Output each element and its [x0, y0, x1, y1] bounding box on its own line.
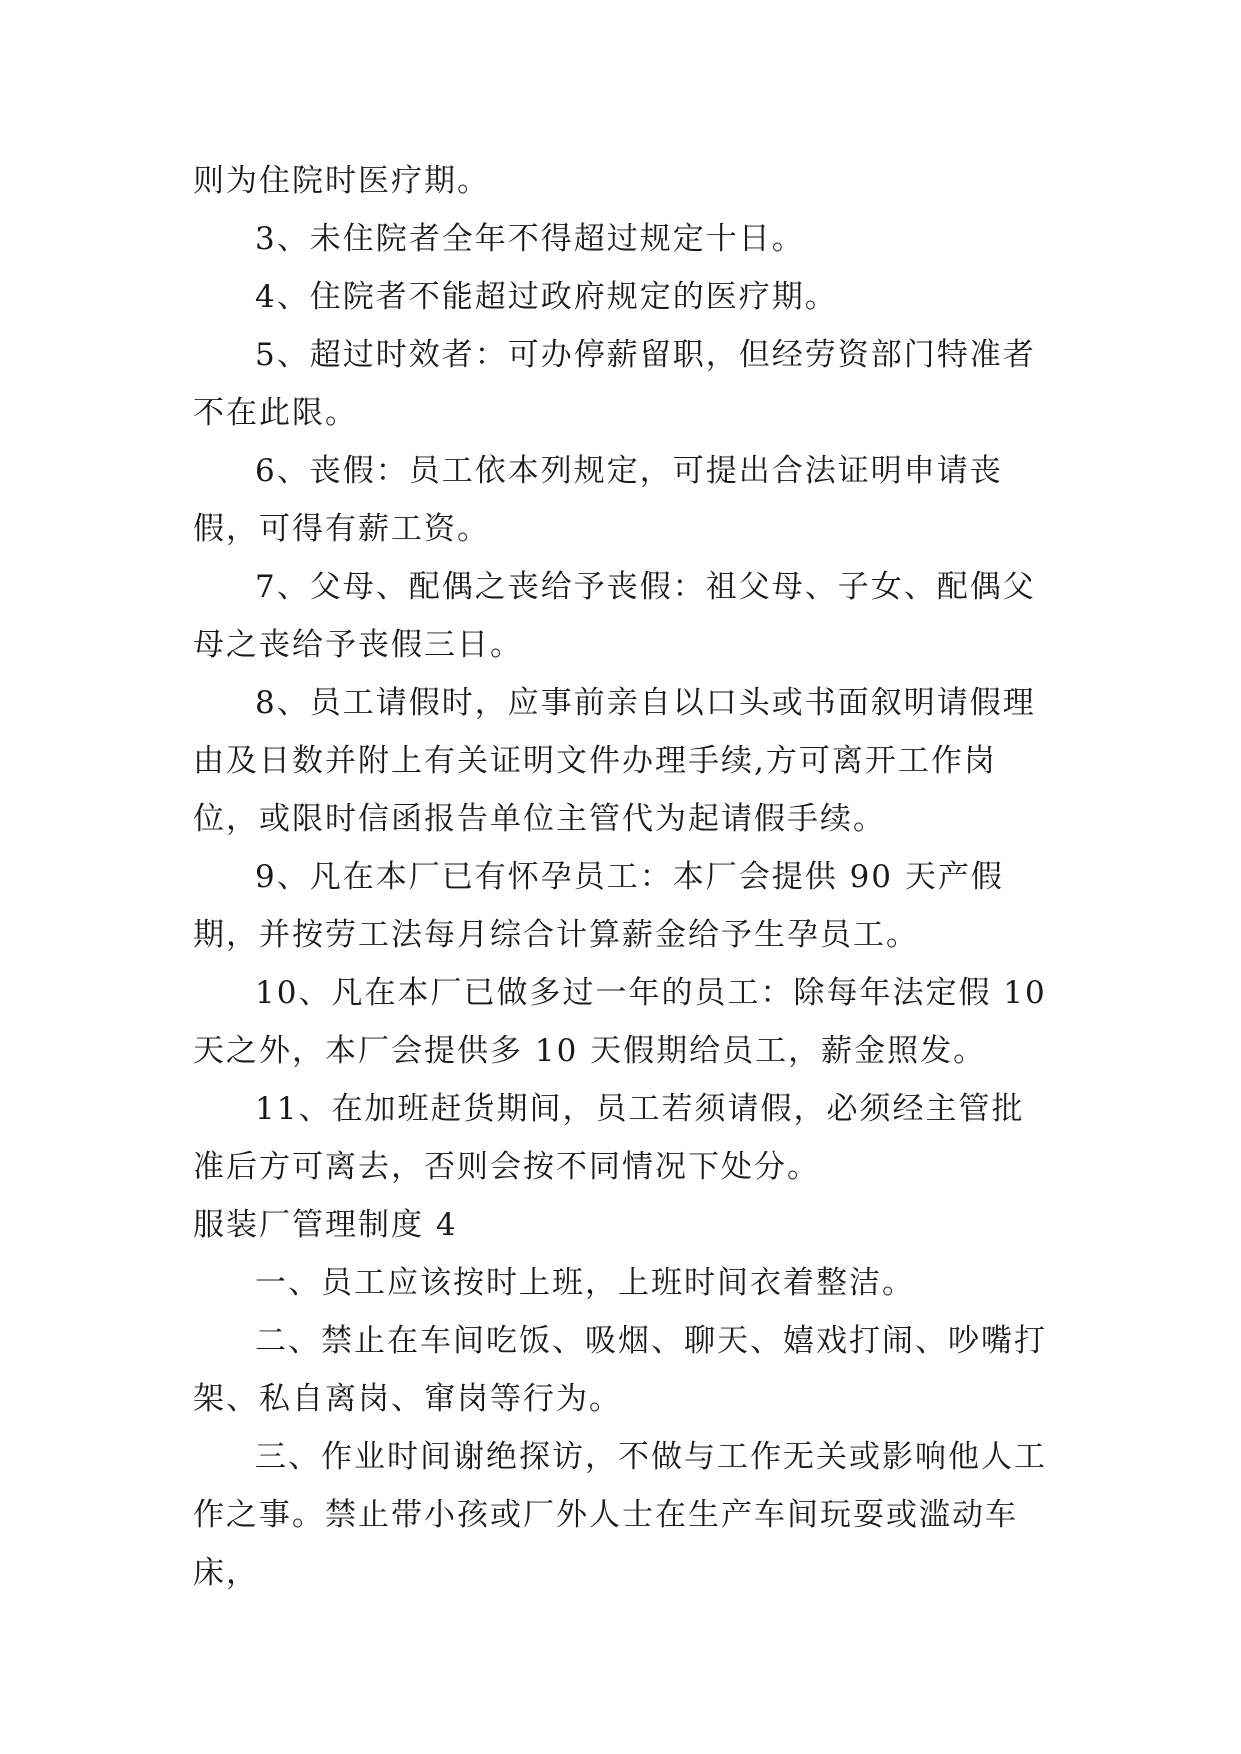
paragraph-item-7: 7、父母、配偶之丧给予丧假：祖父母、子女、配偶父母之丧给予丧假三日。	[193, 569, 1036, 663]
paragraph-item-11: 11、在加班赶货期间，员工若须请假，必须经主管批准后方可离去，否则会按不同情况下处分。	[193, 1091, 1025, 1185]
paragraph-item-9: 9、凡在本厂已有怀孕员工：本厂会提供 90 天产假期，并按劳工法每月综合计算薪金给予生孕员工。	[193, 859, 1004, 953]
section-heading: 服装厂管理制度 4	[193, 1207, 458, 1243]
paragraph-item-8: 8、员工请假时，应事前亲自以口头或书面叙明请假理由及日数并附上有关证明文件办理手续,方可离开工作岗位，或限时信函报告单位主管代为起请假手续。	[193, 685, 1036, 837]
paragraph-rule-3: 三、作业时间谢绝探访，不做与工作无关或影响他人工作之事。禁止带小孩或厂外人士在生产车间玩耍或滥动车床，	[193, 1439, 1047, 1591]
paragraph-item-4: 4、住院者不能超过政府规定的医疗期。	[255, 279, 838, 315]
paragraph-continuation: 则为住院时医疗期。	[193, 163, 490, 199]
paragraph-item-5: 5、超过时效者：可办停薪留职，但经劳资部门特准者不在此限。	[193, 337, 1036, 431]
paragraph-item-10: 10、凡在本厂已做多过一年的员工：除每年法定假 10 天之外，本厂会提供多 10 天假期给员工，薪金照发。	[193, 975, 1059, 1069]
paragraph-item-3: 3、未住院者全年不得超过规定十日。	[255, 221, 805, 257]
paragraph-item-6: 6、丧假：员工依本列规定，可提出合法证明申请丧假，可得有薪工资。	[193, 453, 1003, 547]
paragraph-rule-1: 一、员工应该按时上班，上班时间衣着整洁。	[255, 1265, 915, 1301]
paragraph-rule-2: 二、禁止在车间吃饭、吸烟、聊天、嬉戏打闹、吵嘴打架、私自离岗、窜岗等行为。	[193, 1323, 1047, 1417]
document-page	[193, 152, 1059, 1602]
